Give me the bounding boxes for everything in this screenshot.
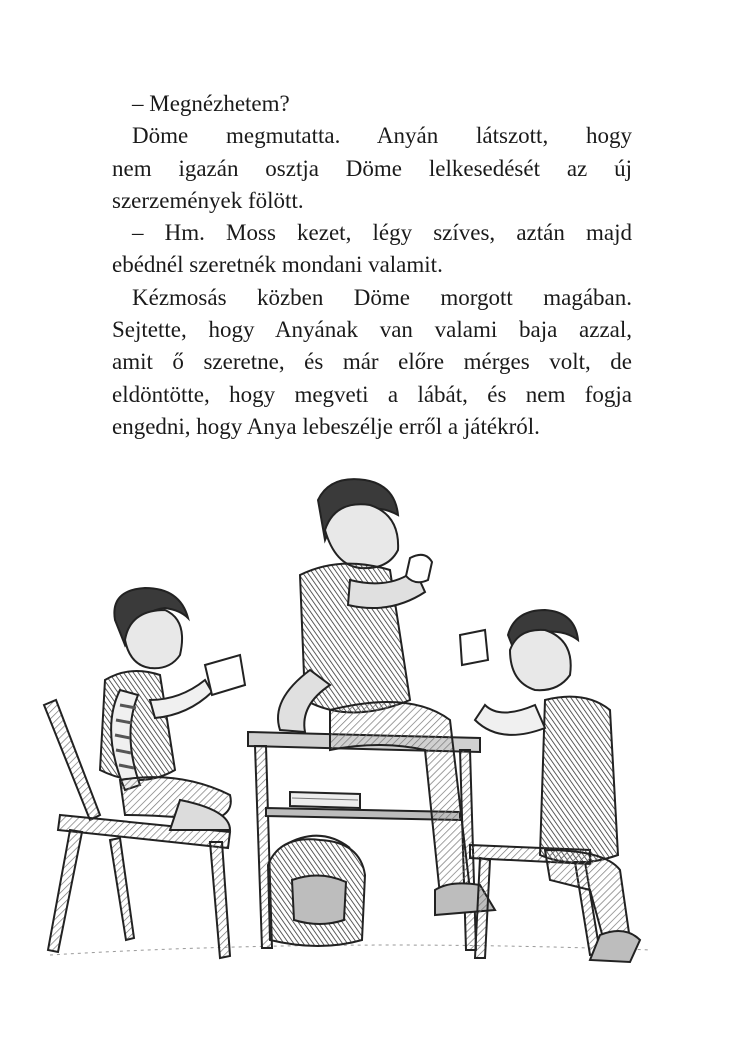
text-line: Döme megmutatta. Anyán látszott, hogy: [132, 123, 632, 149]
backpack: [268, 836, 365, 946]
story-text: [112, 88, 632, 443]
text-line: amit ő szeretne, és már előre mérges volt, de: [112, 349, 632, 375]
text-line: – Megnézhetem?: [132, 91, 290, 116]
text-line: szerzemények fölött.: [112, 187, 304, 213]
left-girl: [100, 588, 245, 830]
text-line: Kézmosás közben Döme morgott magában.: [132, 284, 632, 310]
text-line: engedni, hogy Anya lebeszélje erről a játékról.: [112, 413, 540, 439]
text-line: ebédnél szeretnék mondani valamit.: [112, 252, 443, 278]
ground-shadow: [50, 945, 650, 955]
text-line: nem igazán osztja Döme lelkesedését az új: [112, 155, 632, 181]
children-card-game-illustration: [30, 470, 670, 1015]
text-line: Sejtette, hogy Anyának van valami baja azzal,: [112, 317, 632, 343]
text-line: – Hm. Moss kezet, légy szíves, aztán majd: [132, 220, 632, 246]
text-line: eldöntötte, hogy megveti a lábát, és nem fogja: [112, 381, 632, 407]
